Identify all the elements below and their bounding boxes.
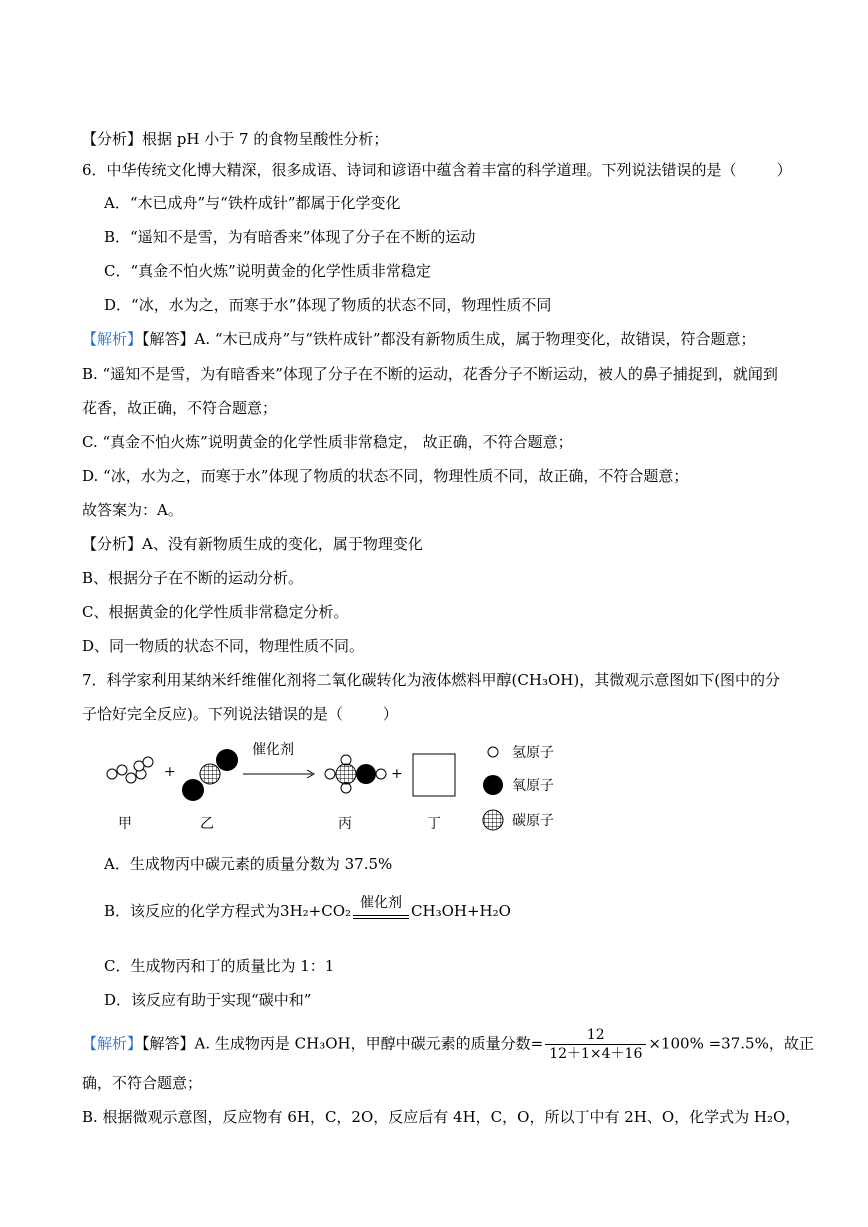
jiexi-tag: 【解析】 — [82, 1034, 143, 1053]
mass-fraction — [545, 1026, 646, 1063]
label-yi: 乙 — [200, 816, 214, 832]
q6-analysis-c: C、根据黄金的化学性质非常稳定分析。 — [82, 603, 349, 621]
q7-option-c: C．生成物丙和丁的质量比为 1：1 — [104, 957, 335, 975]
analysis-tag: 【分析】 — [82, 130, 143, 148]
legend-oxygen: 氧原子 — [512, 778, 554, 794]
q6-analysis-d: D、同一物质的状态不同，物理性质不同。 — [82, 637, 365, 655]
q6-final-answer: 故答案为：A。 — [82, 501, 183, 519]
q7-stem-2-text: 子恰好完全反应)。下列说法错误的是（ — [82, 705, 343, 723]
q6-close-paren: ） — [776, 161, 792, 179]
q6-answer-a-text: 【解答】A. “木已成舟”与“铁杵成针”都没有新物质生成，属于物理变化，故错误，符合题意； — [142, 330, 756, 348]
equation-products: CH₃OH+H₂O — [411, 902, 511, 920]
q7-answer-a — [82, 1026, 814, 1063]
legend-carbon: 碳原子 — [512, 813, 554, 829]
equation-arrow — [353, 895, 409, 929]
q6-analysis-b: B、根据分子在不断的运动分析。 — [82, 569, 304, 587]
fraction-numerator: 12 — [586, 1027, 605, 1043]
label-bing: 丙 — [338, 816, 352, 832]
analysis-line — [82, 128, 388, 150]
molecule-group-bing — [325, 755, 386, 793]
q7-option-a: A．生成物丙中碳元素的质量分数为 37.5% — [104, 855, 393, 873]
fraction-multiplier: ×100% — [648, 1034, 704, 1053]
q7-stem-2 — [82, 703, 398, 725]
q6-analysis-a-text: A、没有新物质生成的变化，属于物理变化 — [142, 535, 423, 553]
q6-analysis-a — [82, 533, 423, 555]
product-ding-box — [413, 754, 455, 796]
q7-option-b — [104, 895, 511, 929]
q6-option-d: D．“冰，水为之，而寒于水”体现了物质的状态不同，物理性质不同 — [104, 296, 552, 314]
q6-answer-b1: B. “遥知不是雪，为有暗香来”体现了分子在不断的运动，花香分子不断运动，被人的鼻子捕捉到，就闻到 — [82, 365, 778, 383]
reaction-diagram — [100, 738, 580, 838]
q6-answer-c: C. “真金不怕火炼”说明黄金的化学性质非常稳定， 故正确，不符合题意； — [82, 433, 573, 451]
equation-reactants: 3H₂+CO₂ — [280, 902, 352, 920]
arrow-catalyst-label: 催化剂 — [252, 742, 294, 758]
q6-answer-a — [82, 328, 756, 350]
q7-close-paren: ） — [382, 705, 398, 723]
analysis-tag: 【分析】 — [82, 535, 143, 553]
q6-option-c: C．“真金不怕火炼”说明黄金的化学性质非常稳定 — [104, 262, 431, 280]
molecule-group-jia — [107, 757, 153, 783]
plus-sign: + — [164, 764, 176, 780]
q7-answer-a-text: 【解答】A. 生成物丙是 CH₃OH，甲醇中碳元素的质量分数= — [142, 1034, 544, 1053]
q7-stem-1: 7．科学家利用某纳米纤维催化剂将二氧化碳转化为液体燃料甲醇(CH₃OH)，其微观示意图如下(图中的分 — [82, 671, 781, 689]
q6-stem — [82, 159, 792, 181]
fraction-denominator: 12＋1×4＋16 — [545, 1044, 646, 1063]
q6-answer-d: D. “冰，水为之，而寒于水”体现了物质的状态不同，物理性质不同，故正确，不符合题意； — [82, 467, 689, 485]
legend-oxygen-icon — [483, 775, 503, 795]
plus-sign: + — [391, 766, 403, 782]
analysis-text: 根据 pH 小于 7 的食物呈酸性分析； — [142, 130, 389, 148]
legend-carbon-icon — [483, 810, 503, 830]
molecule-group-yi — [182, 749, 238, 801]
q6-option-b: B．“遥知不是雪，为有暗香来”体现了分子在不断的运动 — [104, 228, 476, 246]
q6-stem-text: 6．中华传统文化博大精深，很多成语、诗词和谚语中蕴含着丰富的科学道理。下列说法错误的是（ — [82, 161, 737, 179]
equation-catalyst: 催化剂 — [360, 895, 403, 911]
legend-hydrogen-icon — [488, 747, 498, 757]
jiexi-tag: 【解析】 — [82, 330, 143, 348]
q7-answer-a2: 确，不符合题意； — [82, 1074, 203, 1092]
q7-option-b-text: B．该反应的化学方程式为 — [104, 902, 281, 920]
q7-option-d: D．该反应有助于实现“碳中和” — [104, 991, 312, 1009]
q6-answer-b2: 花香，故正确，不符合题意； — [82, 399, 278, 417]
label-jia: 甲 — [118, 816, 132, 832]
legend-hydrogen: 氢原子 — [512, 745, 554, 761]
q7-answer-b: B. 根据微观示意图，反应物有 6H，C，2O，反应后有 4H，C，O，所以丁中有 2H、O，化学式为 H₂O， — [82, 1108, 801, 1126]
q6-option-a: A．“木已成舟”与“铁杵成针”都属于化学变化 — [104, 194, 401, 212]
label-ding: 丁 — [427, 816, 441, 832]
q7-answer-a-result: =37.5%，故正 — [703, 1034, 814, 1053]
